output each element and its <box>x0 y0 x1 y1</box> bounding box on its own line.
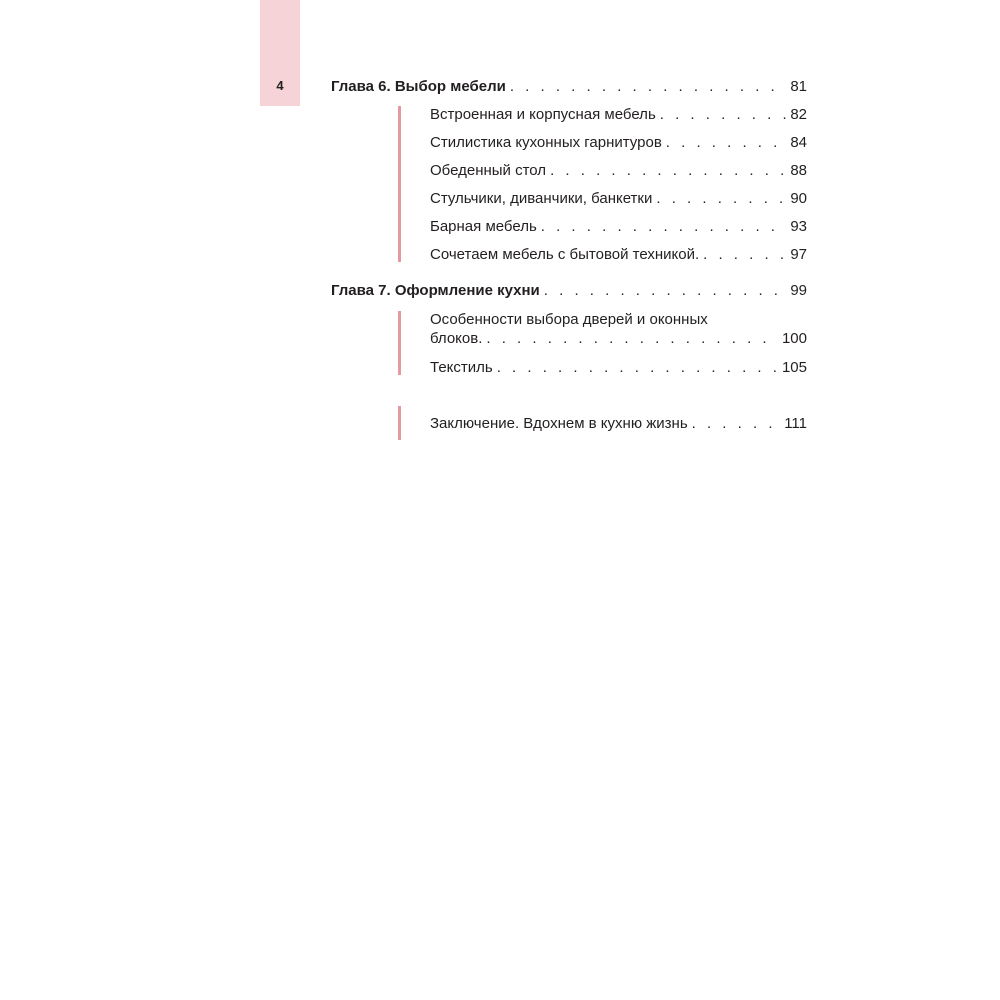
toc-item-title: блоков. <box>430 330 483 347</box>
toc-page-number: 99 <box>790 282 807 299</box>
section-accent-bar <box>398 311 401 375</box>
dot-leader <box>541 218 787 236</box>
dot-leader <box>656 190 786 208</box>
dot-leader <box>486 330 778 348</box>
toc-page-number: 97 <box>790 246 807 263</box>
dot-leader <box>497 359 778 377</box>
toc-page-number: 100 <box>781 330 807 347</box>
toc-item[interactable] <box>430 246 807 264</box>
toc-page-number: 84 <box>790 134 807 151</box>
toc-item-title: Заключение. Вдохнем в кухню жизнь <box>430 415 688 432</box>
toc-item-title: Стульчики, диванчики, банкетки <box>430 190 653 207</box>
toc-item-title: Стилистика кухонных гарнитуров <box>430 134 662 151</box>
toc-page-number: 81 <box>790 78 807 95</box>
dot-leader <box>544 282 787 300</box>
toc-page-number: 90 <box>790 190 807 207</box>
toc-item-title: Текстиль <box>430 359 493 376</box>
toc-item-title: Сочетаем мебель с бытовой техникой. <box>430 246 700 263</box>
toc-chapter-6[interactable] <box>331 78 807 96</box>
toc-item-title-line1[interactable]: Особенности выбора дверей и оконных <box>430 311 708 328</box>
toc-item[interactable] <box>430 359 807 377</box>
toc-item[interactable] <box>430 162 807 180</box>
toc-item-title: Обеденный стол <box>430 162 547 179</box>
toc-page-number: 93 <box>790 218 807 235</box>
dot-leader <box>550 162 786 180</box>
toc-page-number: 82 <box>790 106 807 123</box>
dot-leader <box>692 415 781 433</box>
dot-leader <box>666 134 787 152</box>
toc-page-number: 105 <box>781 359 807 376</box>
dot-leader <box>703 246 786 264</box>
toc-chapter-7[interactable] <box>331 282 807 300</box>
toc-item[interactable] <box>430 218 807 236</box>
toc-item[interactable] <box>430 190 807 208</box>
toc-page-number: 88 <box>790 162 807 179</box>
toc-page-number: 111 <box>784 415 807 432</box>
toc-conclusion[interactable] <box>430 415 807 433</box>
toc-item[interactable] <box>430 106 807 124</box>
dot-leader <box>660 106 787 124</box>
toc-chapter-title: Глава 6. Выбор мебели <box>331 78 506 95</box>
section-accent-bar <box>398 106 401 262</box>
toc-item-title: Встроенная и корпусная мебель <box>430 106 656 123</box>
toc-item[interactable] <box>430 330 807 348</box>
section-accent-bar <box>398 406 401 440</box>
toc-item[interactable] <box>430 134 807 152</box>
page-number: 4 <box>276 78 284 93</box>
dot-leader <box>510 78 786 96</box>
toc-item-title: Барная мебель <box>430 218 537 235</box>
toc-chapter-title: Глава 7. Оформление кухни <box>331 282 540 299</box>
